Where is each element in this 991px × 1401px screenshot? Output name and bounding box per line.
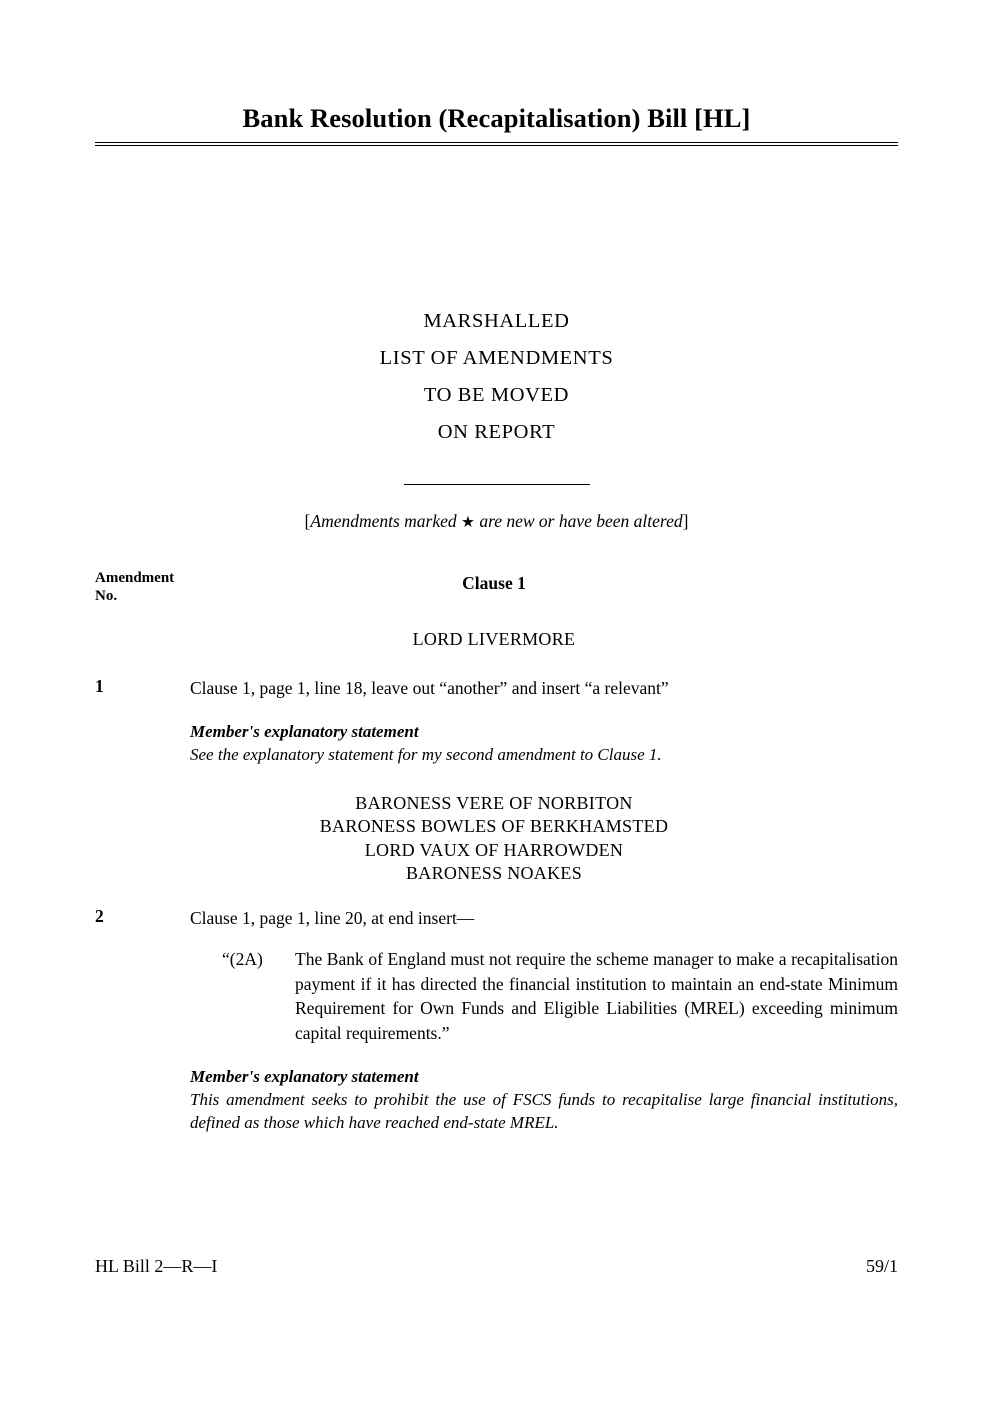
title-block: [95, 104, 898, 146]
explanatory-body: This amendment seeks to prohibit the use of FSCS funds to recapitalise large financial institutions, defined as those which have reached end-state MREL.: [190, 1090, 898, 1133]
note-text-after-star: are new or have been altered: [474, 511, 683, 531]
amendment-number: 2: [95, 906, 104, 926]
explanatory-body: See the explanatory statement for my second amendment to Clause 1.: [190, 745, 662, 764]
clause-heading: Clause 1: [462, 573, 526, 593]
sponsor-name: BARONESS NOAKES: [405, 863, 583, 884]
column-label-line-1: Amendment: [95, 570, 175, 586]
note-open-bracket: [: [304, 511, 311, 531]
explanatory-statement-1: [190, 721, 898, 766]
heading-divider-rule: [404, 484, 590, 485]
page-title: Bank Resolution (Recapitalisation) Bill [HL]: [242, 103, 751, 133]
heading-line-2: LIST OF AMENDMENTS: [379, 347, 614, 369]
explanatory-heading: Member's explanatory statement: [190, 722, 419, 741]
inserted-subparagraph-label: “(2A): [222, 949, 263, 969]
amendment-entry-1: [95, 676, 898, 766]
bill-reference: HL Bill 2—R—I: [95, 1256, 218, 1276]
amendment-instruction-row: [95, 676, 898, 700]
sponsor-name: BARONESS BOWLES OF BERKHAMSTED: [319, 816, 669, 837]
starred-amendments-note: [95, 511, 898, 532]
note-close-bracket: ]: [682, 511, 689, 531]
heading-line-4: ON REPORT: [437, 421, 556, 443]
amendment-entry-2: [95, 906, 898, 1134]
sponsor-name: LORD VAUX OF HARROWDEN: [364, 839, 624, 860]
note-text-before-star: Amendments marked: [310, 511, 462, 531]
amendment-number-column-label: [95, 570, 174, 605]
heading-line-1: MARSHALLED: [423, 310, 570, 332]
inserted-subparagraph-body: The Bank of England must not require the scheme manager to make a recapitalisation payment if it has directed the financial institution to maintain an end-state Minimum Requirement for Own Funds and Eligible Liabilities (MREL) exceeding minimum capital requirements.”: [295, 949, 898, 1043]
sponsor-name: BARONESS VERE OF NORBITON: [355, 793, 633, 813]
explanatory-statement-2: [190, 1066, 898, 1134]
explanatory-heading: Member's explanatory statement: [190, 1067, 419, 1087]
title-double-rule: [95, 142, 898, 146]
footer-page-number: 59/1: [865, 1256, 898, 1276]
amendment-instruction-row: [95, 906, 898, 930]
sponsor-name: LORD LIVERMORE: [412, 629, 576, 649]
amendment-instruction: Clause 1, page 1, line 18, leave out “another” and insert “a relevant”: [190, 678, 669, 698]
inserted-subparagraph: [222, 947, 898, 1045]
sponsor-group-1: [190, 628, 798, 651]
heading-line-3: TO BE MOVED: [423, 384, 570, 406]
column-label-line-2: No.: [95, 587, 118, 604]
heading-divider-wrap: [95, 475, 898, 493]
page-footer: [95, 1256, 898, 1277]
star-icon: ★: [461, 514, 475, 531]
sponsor-group-2: [190, 792, 798, 886]
amendment-instruction: Clause 1, page 1, line 20, at end insert—: [190, 908, 475, 928]
amendment-number: 1: [95, 676, 104, 696]
marshalled-heading-block: [95, 303, 898, 493]
